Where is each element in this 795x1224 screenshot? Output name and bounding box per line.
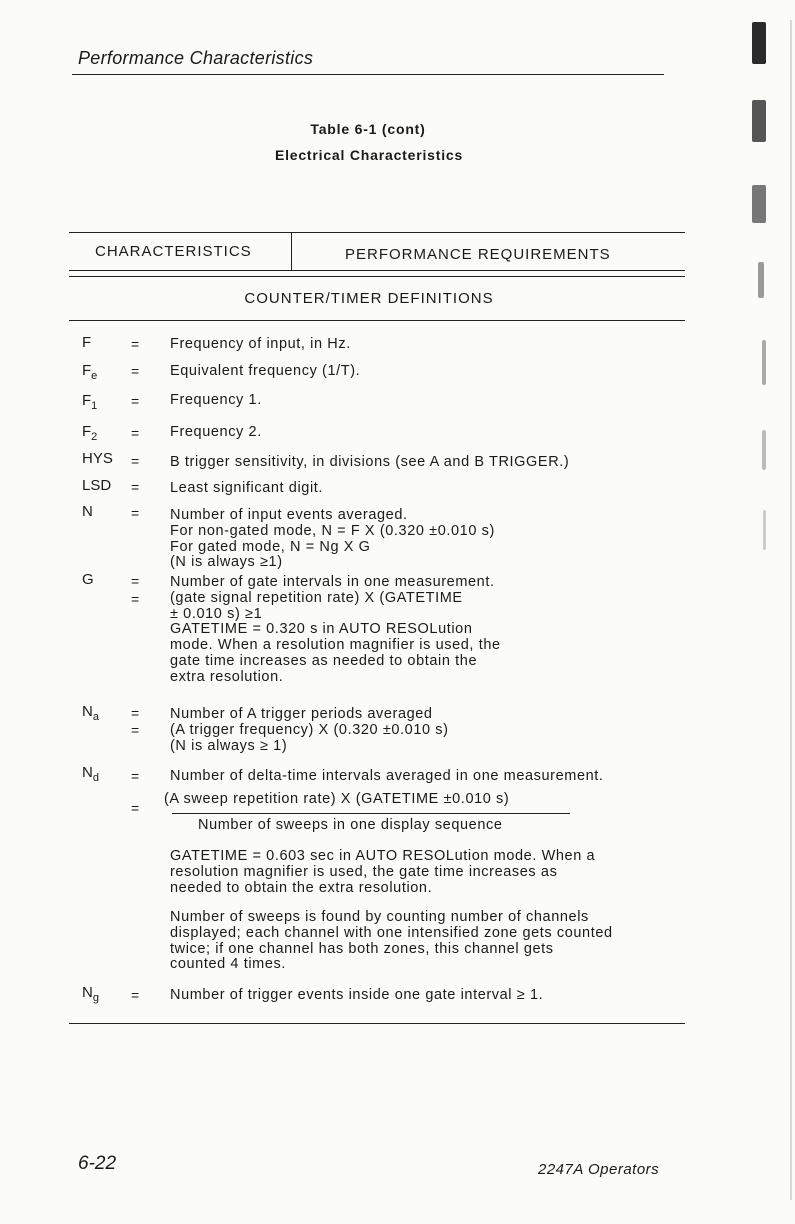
definition-F1: Frequency 1. (170, 392, 262, 408)
definition-F: Frequency of input, in Hz. (170, 336, 351, 352)
definition-Fe: Equivalent frequency (1/T). (170, 363, 361, 379)
equals-sign: = (131, 363, 140, 379)
binder-tab-mark (762, 340, 766, 385)
definition-F2: Frequency 2. (170, 424, 262, 440)
section-rule (69, 320, 685, 321)
header-rule (72, 74, 664, 75)
definition-N: Number of input events averaged. For non-gated mode, N = F X (0.320 ±0.010 s) For gated mode, N = Ng X G (N is always ≥1) (170, 507, 495, 571)
definition-Ng: Number of trigger events inside one gate interval ≥ 1. (170, 987, 544, 1003)
symbol-F: F (82, 334, 92, 351)
nd-sweeps-paragraph: Number of sweeps is found by counting number of channels displayed; each channel with one intensified zone gets counted twice; if one channel has both zones, this channel gets counted 4 times. (170, 909, 613, 973)
equals-sign: = (131, 591, 140, 607)
equals-sign: = (131, 987, 140, 1003)
binder-tab-mark (752, 185, 766, 223)
symbol-F1: $F_1$ (82, 392, 98, 412)
equals-sign: = (131, 453, 140, 469)
symbol-N: N (82, 503, 93, 520)
equals-sign: = (131, 393, 140, 409)
definition-G: Number of gate intervals in one measurement. (gate signal repetition rate) X (GATETIME ± 0.010 s) ≥1 GATETIME = 0.320 s in AUTO RESOLution mode. When a resolution magnifier is used, the gate time increases as needed to obtain the extra resolution. (170, 574, 501, 685)
equals-sign: = (131, 479, 140, 495)
symbol-Na: $N_a$ (82, 703, 99, 723)
symbol-Fe: $F_e$ (82, 362, 98, 382)
symbol-LSD: LSD (82, 477, 112, 494)
definition-LSD: Least significant digit. (170, 480, 324, 496)
column-header-performance: PERFORMANCE REQUIREMENTS (345, 246, 611, 263)
binder-tab-mark (752, 100, 766, 142)
running-head: Performance Characteristics (78, 48, 314, 68)
equals-sign: = (131, 705, 140, 721)
equals-sign: = (131, 336, 140, 352)
equals-sign: = (131, 768, 140, 784)
symbol-HYS: HYS (82, 450, 113, 467)
binder-tab-mark (752, 22, 766, 64)
nd-fraction-numerator: (A sweep repetition rate) X (GATETIME ±0.010 s) (164, 791, 510, 807)
nd-fraction-denominator: Number of sweeps in one display sequence (198, 817, 503, 833)
table-title: Table 6-1 (cont) (310, 121, 426, 137)
column-header-characteristics: CHARACTERISTICS (95, 243, 252, 260)
definition-Na: Number of A trigger periods averaged (A trigger frequency) X (0.320 ±0.010 s) (N is always ≥ 1) (170, 706, 449, 754)
column-divider (291, 232, 292, 271)
equals-sign: = (131, 505, 140, 521)
symbol-F2: $F_2$ (82, 423, 98, 443)
page-edge (790, 20, 792, 1200)
equals-sign: = (131, 800, 140, 816)
equals-sign: = (131, 425, 140, 441)
symbol-G: G (82, 571, 94, 588)
table-top-rule (69, 232, 685, 233)
nd-gatetime-paragraph: GATETIME = 0.603 sec in AUTO RESOLution mode. When a resolution magnifier is used, the gate time increases as needed to obtain the extra resolution. (170, 848, 596, 896)
header-bottom-rule (69, 270, 685, 271)
section-title: COUNTER/TIMER DEFINITIONS (244, 290, 494, 307)
binder-tab-mark (758, 262, 764, 298)
binder-tab-mark (762, 430, 766, 470)
definition-Nd: Number of delta-time intervals averaged in one measurement. (170, 768, 604, 784)
equals-sign: = (131, 573, 140, 589)
equals-sign: = (131, 722, 140, 738)
page-number: 6-22 (78, 1153, 117, 1174)
definition-HYS: B trigger sensitivity, in divisions (see A and B TRIGGER.) (170, 454, 570, 470)
symbol-Ng: $N_g$ (82, 984, 99, 1004)
binder-tab-mark (763, 510, 766, 550)
nd-fraction-bar (172, 813, 570, 814)
manual-name: 2247A Operators (538, 1161, 660, 1178)
symbol-Nd: $N_d$ (82, 764, 99, 784)
table-subtitle: Electrical Characteristics (274, 147, 464, 163)
table-bottom-rule (69, 1023, 685, 1024)
header-double-rule (69, 276, 685, 277)
